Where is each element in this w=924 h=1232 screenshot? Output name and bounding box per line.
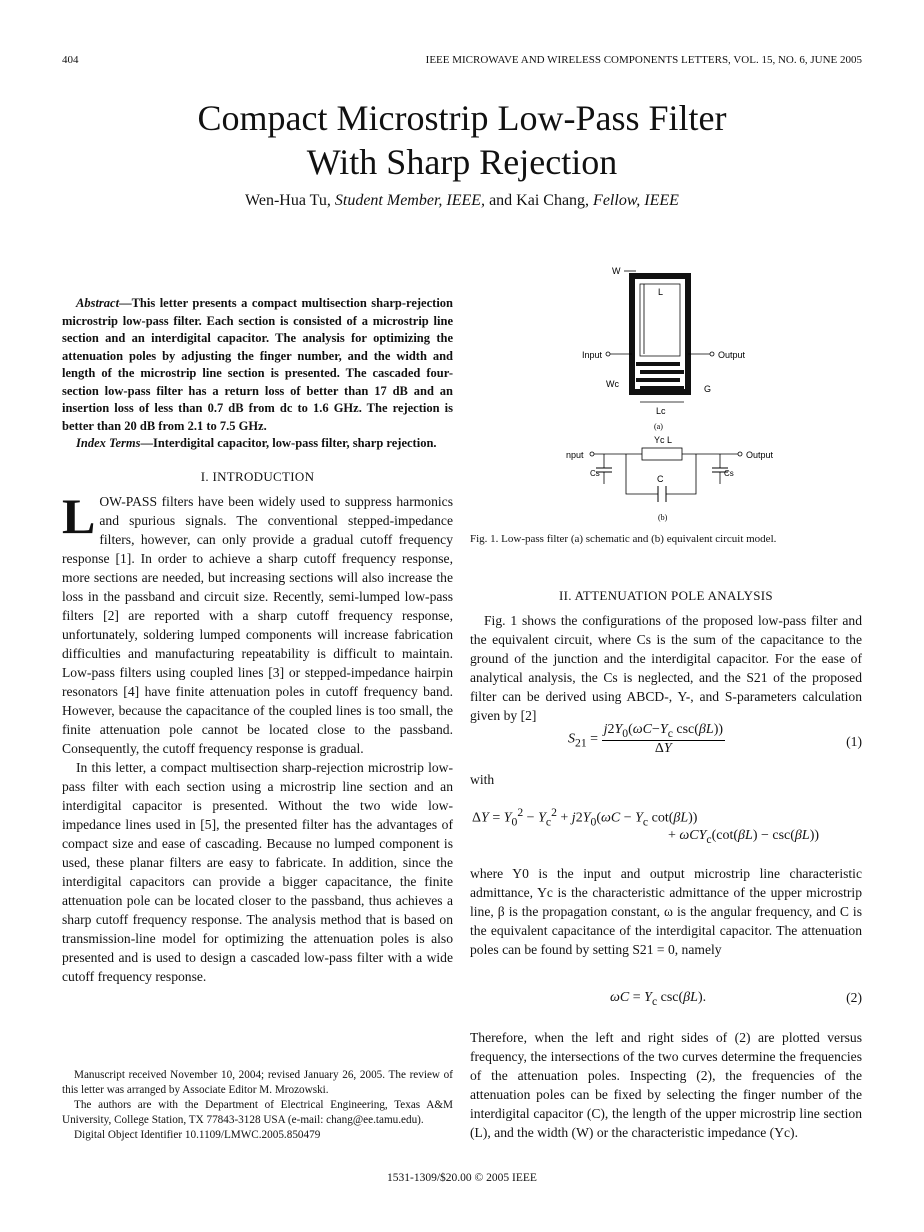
author-2-role: Fellow, IEEE <box>593 192 679 209</box>
paper-title <box>0 96 924 184</box>
line-box <box>642 448 682 460</box>
fig-label-output-b: Output <box>746 450 774 460</box>
footnote-1: Manuscript received November 10, 2004; revised January 26, 2005. The review of this letter was arranged by Associate Editor M. Mrozowski. <box>62 1069 453 1096</box>
section-2-paragraph-2: where Y0 is the input and output microstrip line characteristic admittance, Yc is the characteristic admittance of the upper microstrip line, β is the propagation constant, ω is the angular frequency, and C is the equivalent capacitance of the interdigital capacitor. The attenuation poles can be found by setting S21 = 0, namely <box>470 866 862 957</box>
author-1-role: Student Member, IEEE, <box>334 192 486 209</box>
drop-cap: L <box>62 487 96 544</box>
equation-delta-y: $\Delta Y = Y_0^2 - Y_c^2 + j2Y_0(\omega C - Y_c$ cot(βL)) <box>472 806 698 829</box>
intro-paragraph-2: In this letter, a compact multisection sharp-rejection microstrip low-pass filter with each section using a microstrip line section and an interdigital capacitor is presented. Without the two wide low-impedance lines used in [5], the presented filter has the advantages of compact size and ease of cascading. Because no lumped component is used, these planar filters are easy to fabricate. In addition, since the interdigital capacitors can provide a bigger capacitance, the finite attenuation pole can be located closer to the passband, thus achieves a sharp cutoff frequency response. The analysis method that is based on transmission-line model for optimizing the attenuation poles is also presented and is used to design a cascaded low-pass filter with a wide cutoff frequency response. <box>62 759 453 984</box>
index-terms-text: —Interdigital capacitor, low-pass filter, sharp rejection. <box>140 436 437 450</box>
fig-label-input-b: nput <box>566 450 584 460</box>
author-2-name: Kai Chang <box>516 192 586 209</box>
abstract-label: Abstract <box>76 296 120 310</box>
finger-2 <box>640 370 684 374</box>
section-2-paragraph-3: Therefore, when the left and right sides of (2) are plotted versus frequency, the intersections of the two curves determine the frequencies of the attenuation poles. Inspecting (2), the frequencies of the attenuation poles can be fixed by selecting the finger number of the interdigital capacitor (C), the length of the upper microstrip line section (L), and the width (W) or the characteristic impedance (Yc). <box>470 1030 862 1140</box>
equation-delta-y-line-2: + ωCY$_c$(cot(βL) − csc(βL)) <box>668 828 820 846</box>
output-port-b <box>738 452 742 456</box>
fig-label-wc: Wc <box>606 379 619 389</box>
section-2-paragraph-1: Fig. 1 shows the configurations of the proposed low-pass filter and the equivalent circuit, where Cs is the sum of the capacitance to the ground of the junction and the interdigital capacitor. For the ease of analytical analysis, the Cs is neglected, and the S21 of the proposed filter can be derived using ABCD-, Y-, and S-parameters calculation given by [2] <box>470 613 862 723</box>
intro-paragraph-1-text: OW-PASS filters have been widely used to suppress harmonics and spurious signals. The conventional stepped-impedance filters, however, can only provide a gradual cutoff frequency response [1]. In order to achieve a sharp cutoff frequency response, more sections are needed, but increasing sections will also increase the loss in the passband and circuit size. Recently, semi-lumped low-pass filters [2] are reported with a sharp cutoff frequency response, unfortunately, soldering lumped components will increase fabrication difficulties and manufacturing repeatability is difficult to maintain. Low-pass filters using coupled lines [3] or stepped-impedance hairpin resonators [4] have finite attenuation poles in cutoff frequency band. However, because the capacitance of the coupled lines is too small, the finite attenuation pole cannot be located close to the passband. Consequently, the cutoff frequency response is gradual. <box>62 493 453 756</box>
abstract <box>62 295 453 435</box>
with-label: with <box>470 772 495 787</box>
right-column-top <box>470 572 862 725</box>
figure-caption: Fig. 1. Low-pass filter (a) schematic and (b) equivalent circuit model. <box>470 533 777 545</box>
figure-1 <box>560 262 800 527</box>
output-port <box>710 352 714 356</box>
fig-label-c: C <box>657 474 664 484</box>
footnote-2: The authors are with the Department of Electrical Engineering, Texas A&M University, College Station, TX 77843-3128 USA (e-mail: chang@ee.tamu.edu). <box>62 1099 453 1126</box>
equation-1-number: (1) <box>846 734 862 749</box>
footnote-3: Digital Object Identifier 10.1109/LMWC.2005.850479 <box>74 1129 321 1141</box>
fig-label-input: Input <box>582 350 603 360</box>
fig-sub-a: (a) <box>654 422 663 431</box>
fig-label-cs2: Cs <box>724 469 734 478</box>
title-line-2: With Sharp Rejection <box>306 142 618 182</box>
footnotes <box>62 1068 453 1143</box>
input-port-b <box>590 452 594 456</box>
finger-4 <box>640 386 684 390</box>
equation-2-number: (2) <box>846 990 862 1005</box>
abstract-text: —This letter presents a compact multisection sharp-rejection microstrip low-pass filter. Each section is consisted of a microstrip line section and an interdigital capacitor. The analysis for optimizing the attenuation poles by adjusting the finger number, and the width and length of the microstrip line section is presented. The cascaded four-section low-pass filter has a return loss of better than 17 dB and an insertion loss of less than 0.7 dB from dc to 1.6 GHz. The rejection is better than 20 dB from 2.1 to 7.5 GHz. <box>62 296 453 433</box>
input-port <box>606 352 610 356</box>
fig-label-lc: Lc <box>656 406 666 416</box>
fig-label-w: W <box>612 266 621 276</box>
author-and: and <box>489 192 513 209</box>
page-number: 404 <box>62 54 79 66</box>
title-line-1: Compact Microstrip Low-Pass Filter <box>197 98 727 138</box>
equation-2: $\omega C = Y_c$ csc(βL). <box>610 990 707 1008</box>
journal-header: IEEE MICROWAVE AND WIRELESS COMPONENTS LETTERS, VOL. 15, NO. 6, JUNE 2005 <box>425 54 862 66</box>
left-column <box>62 295 453 986</box>
fig-label-ycl: Yc L <box>654 435 673 445</box>
equation-1: $S_{21}$ = $j2Y_0(\omega C-Y_c$ csc(βL)) ΔY <box>568 722 724 756</box>
fig-label-cs1: Cs <box>590 469 600 478</box>
fig-label-g: G <box>704 384 712 394</box>
intro-paragraph-1 <box>62 487 453 758</box>
page-footer: 1531-1309/$20.00 © 2005 IEEE <box>387 1172 537 1184</box>
right-column-bottom <box>470 1028 862 1142</box>
index-terms-label: Index Terms <box>76 436 141 450</box>
section-1-heading: I. INTRODUCTION <box>200 468 315 484</box>
finger-1 <box>636 362 680 366</box>
finger-3 <box>636 378 680 382</box>
author-list: Wen-Hua Tu, Student Member, IEEE, and Kai Chang, Fellow, IEEE <box>245 192 679 209</box>
fig-label-output: Output <box>718 350 746 360</box>
author-1-name: Wen-Hua Tu <box>245 192 327 209</box>
section-2-heading: II. ATTENUATION POLE ANALYSIS <box>559 588 773 603</box>
fig-sub-b: (b) <box>658 513 668 522</box>
index-terms <box>62 435 453 453</box>
fig-label-l: L <box>658 287 664 297</box>
right-column-middle <box>470 864 862 959</box>
